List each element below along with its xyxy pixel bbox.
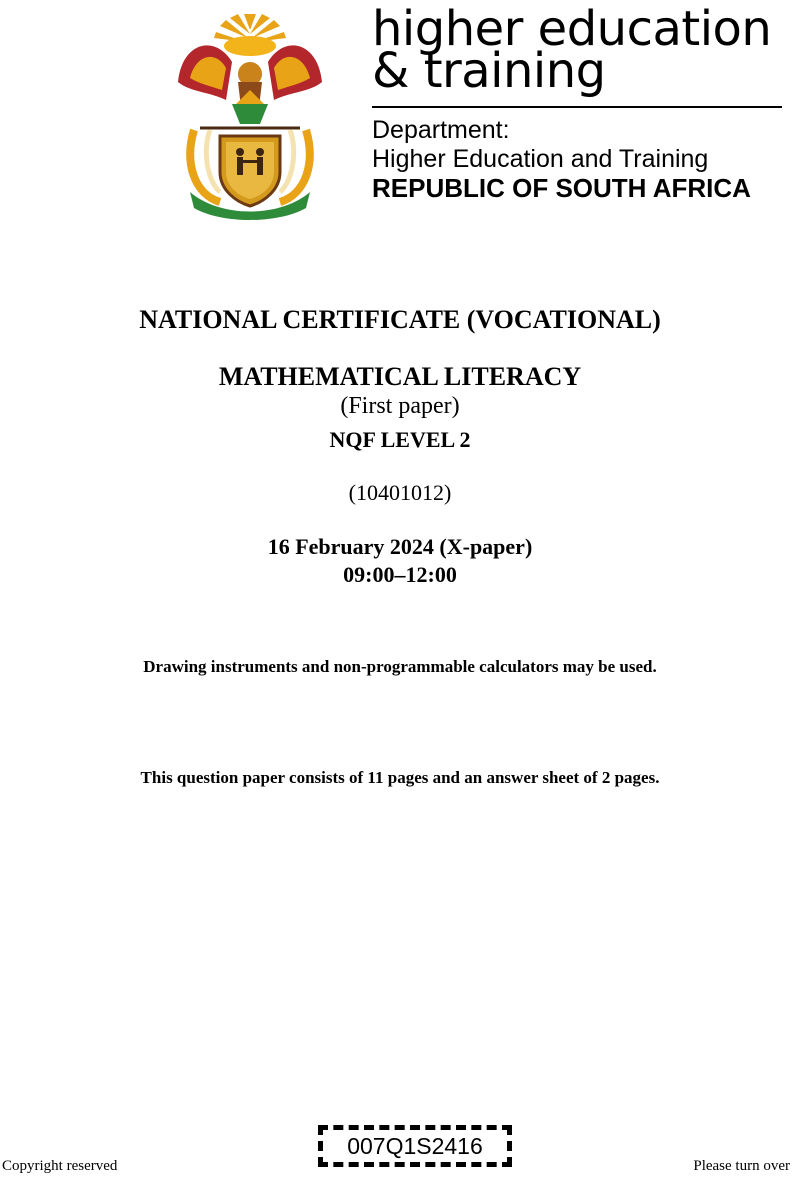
department-branding	[372, 1, 787, 203]
qualification-title: NATIONAL CERTIFICATE (VOCATIONAL)	[139, 305, 661, 334]
department-label: Department:	[372, 116, 510, 144]
nqf-level: NQF LEVEL 2	[329, 427, 471, 452]
paper-code-box	[318, 1125, 512, 1167]
brand-title-line-2: & training	[372, 43, 606, 99]
subject-title: MATHEMATICAL LITERACY	[218, 362, 582, 391]
coat-of-arms-icon	[160, 12, 340, 222]
copyright-notice: Copyright reserved	[2, 1158, 118, 1174]
brand-divider	[372, 106, 782, 108]
exam-date: 16 February 2024 (X-paper)	[267, 534, 533, 559]
paper-code-text: 007Q1S2416	[347, 1132, 483, 1159]
brand-title-line-1: higher education	[372, 1, 772, 57]
exam-time: 09:00–12:00	[343, 562, 457, 587]
page-count-note: This question paper consists of 11 pages and an answer sheet of 2 pages.	[140, 768, 660, 787]
country-name: REPUBLIC OF SOUTH AFRICA	[372, 173, 751, 203]
instruction-note: Drawing instruments and non-programmable calculators may be used.	[143, 657, 657, 676]
department-name: Higher Education and Training	[372, 145, 709, 173]
turn-over-notice: Please turn over	[693, 1158, 790, 1174]
paper-number: (First paper)	[340, 393, 460, 419]
subject-code: (10401012)	[348, 480, 452, 505]
